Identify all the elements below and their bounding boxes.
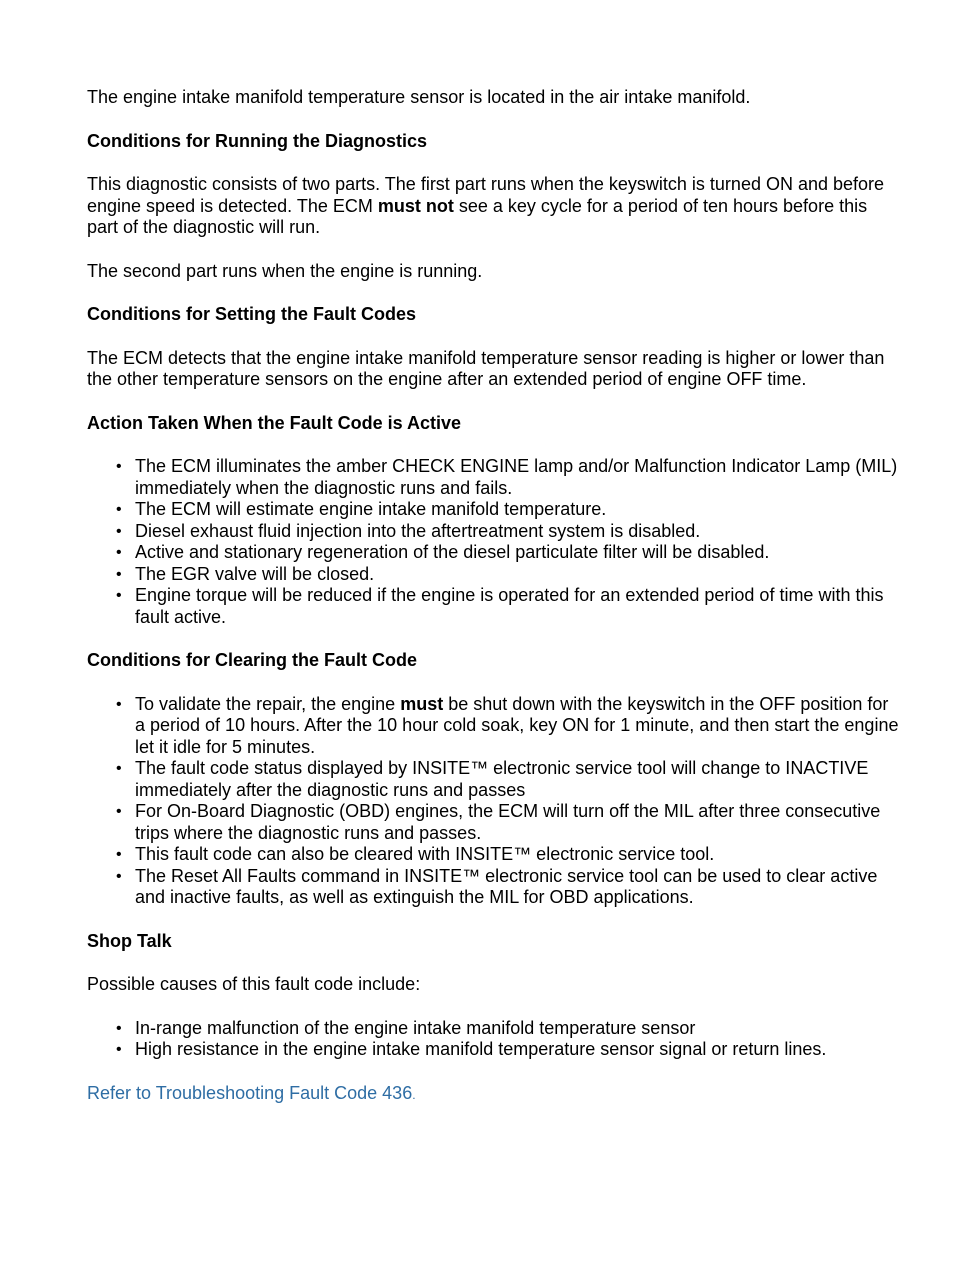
action-heading: Action Taken When the Fault Code is Active xyxy=(87,412,462,433)
shop-talk-heading: Shop Talk xyxy=(87,930,172,951)
action-list-item: • The EGR valve will be closed. xyxy=(135,564,899,586)
setting-paragraph: The ECM detects that the engine intake manifold temperature sensor reading is higher or lower than the other temperature sensors on the engine after an extended period of engine OFF time. xyxy=(87,347,885,389)
shop-talk-paragraph: Possible causes of this fault code include: xyxy=(87,974,421,994)
clearing-list xyxy=(87,694,899,909)
clearing-list-item: • This fault code can also be cleared with INSITE™ electronic service tool. xyxy=(135,844,899,866)
intro-paragraph: The engine intake manifold temperature sensor is located in the air intake manifold. xyxy=(87,87,751,107)
clearing-item1-text-a: To validate the repair, the engine xyxy=(135,693,401,714)
running-p1-text-a: This diagnostic consists of two parts. The first part runs when the keyswitch is turned ON and before engine speed is detected. The ECM xyxy=(87,174,885,216)
action-list xyxy=(87,456,899,628)
refer-link[interactable]: Refer to Troubleshooting Fault Code 436 xyxy=(87,1082,413,1103)
running-heading: Conditions for Running the Diagnostics xyxy=(87,130,427,151)
clearing-item1-text-b: be shut down with the keyswitch in the OFF position for a period of 10 hours. After the 10 hour cold soak, key ON for 1 minute, and then start the engine let it idle for 5 minutes. xyxy=(135,693,899,757)
shop-talk-list-item: • In-range malfunction of the engine intake manifold temperature sensor xyxy=(135,1018,899,1040)
action-list-item: • The ECM will estimate engine intake manifold temperature. xyxy=(135,499,899,521)
clearing-heading: Conditions for Clearing the Fault Code xyxy=(87,650,417,670)
clearing-list-item: • The fault code status displayed by INSITE™ electronic service tool will change to INACTIVE immediately after the diagnostic runs and passes xyxy=(135,758,899,801)
setting-heading: Conditions for Setting the Fault Codes xyxy=(87,304,416,324)
running-p1-bold: must not xyxy=(377,195,454,216)
action-list-item: • Diesel exhaust fluid injection into the aftertreatment system is disabled. xyxy=(135,521,899,543)
action-list-item: • The ECM illuminates the amber CHECK ENGINE lamp and/or Malfunction Indicator Lamp (MIL) immediately when the diagnostic runs and fails. xyxy=(135,456,899,499)
clearing-item1-bold: must xyxy=(400,693,444,714)
action-list-item: • Active and stationary regeneration of the diesel particulate filter will be disabled. xyxy=(135,542,899,564)
shop-talk-list xyxy=(87,1018,899,1061)
refer-paragraph xyxy=(87,1083,899,1107)
running-paragraph-1 xyxy=(87,174,899,239)
clearing-list-item: • The Reset All Faults command in INSITE™ electronic service tool can be used to clear active and inactive faults, as well as extinguish the MIL for OBD applications. xyxy=(135,866,899,909)
clearing-list-item: • For On-Board Diagnostic (OBD) engines, the ECM will turn off the MIL after three consecutive trips where the diagnostic runs and passes. xyxy=(135,801,899,844)
action-list-item: • Engine torque will be reduced if the engine is operated for an extended period of time with this fault active. xyxy=(135,585,899,628)
clearing-list-item xyxy=(135,694,899,759)
shop-talk-list-item: • High resistance in the engine intake manifold temperature sensor signal or return lines. xyxy=(135,1039,899,1061)
running-p1-text-b: see a key cycle for a period of ten hours before this part of the diagnostic will run. xyxy=(87,195,868,237)
refer-link-period: . xyxy=(412,1087,416,1102)
running-paragraph-2: The second part runs when the engine is running. xyxy=(87,260,483,281)
